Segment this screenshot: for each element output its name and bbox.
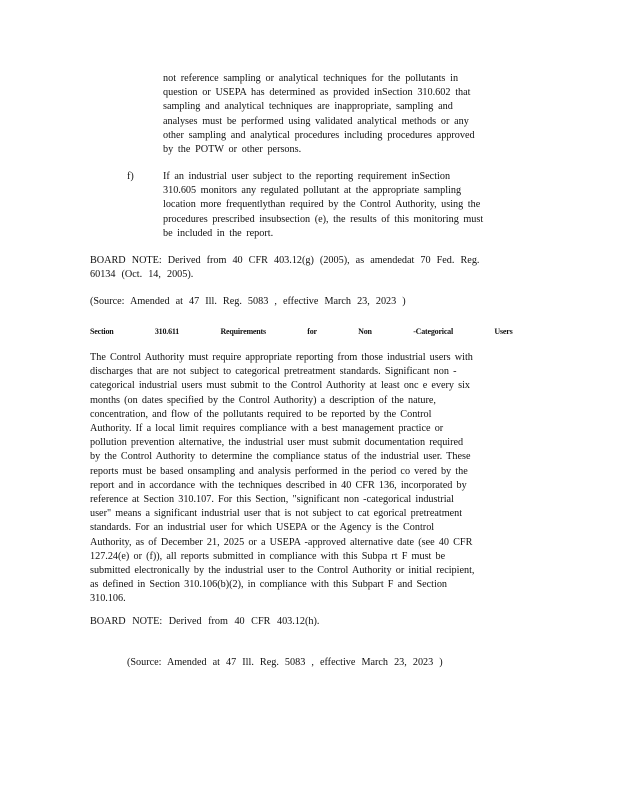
source-note-1: (Source: Amended at 47 Ill. Reg. 5083 , effective March 23, 2023 ): [90, 296, 406, 307]
board-note-2: BOARD NOTE: Derived from 40 CFR 403.12(h).: [90, 616, 320, 627]
item-f-label: f): [127, 171, 134, 182]
section-heading: Section 310.611 Requirements for Non -Categorical Users: [90, 327, 513, 336]
paragraph-e-continuation: not reference sampling or analytical techniques for the pollutants in question or USEPA has determined as provided inSection 310.602 that sampling and analytical techniques are inappropriate, sampling and analyses must be performed using validated analytical methods or any other sampling and analytical procedures including procedures approved by the POTW or other persons.: [163, 73, 475, 156]
source-note-2: (Source: Amended at 47 Ill. Reg. 5083 , effective March 23, 2023 ): [127, 657, 443, 668]
section-body: The Control Authority must require appropriate reporting from those industrial users with discharges that are not subject to categorical pretreatment standards. Significant non - categorical industrial users must submit to the Control Authority at least onc e every six months (on dates specified by the Control Authority) a description of the nature, concentration, and flow of the pollutants required to be reported by the Control Authority. If a local limit requires compliance with a best management practice or pollution prevention alternative, the industrial user must submit documentation required by the Control Authority to determine the compliance status of the industrial user. These reports must be based onsampling and analysis performed in the period co vered by the report and in accordance with the techniques described in 40 CFR 136, incorporated by reference at Section 310.107. For this Section, "significant non -categorical industrial user" means a significant industrial user that is not subject to cat egorical pretreatment standards. For an industrial user for which USEPA or the Agency is the Control Authority, as of December 21, 2025 or a USEPA -approved alternative date (see 40 CFR 127.24(e) or (f)), all reports submitted in compliance with this Subpa rt F must be submitted electronically by the industrial user to the Control Authority or initial recipient, as defined in Section 310.106(b)(2), in compliance with this Subpart F and Section 310.106.: [90, 352, 475, 605]
item-f-text: If an industrial user subject to the reporting requirement inSection 310.605 monitors any regulated pollutant at the appropriate sampling location more frequentlythan required by the Control Authority, using the procedures prescribed insubsection (e), the results of this monitoring must be included in the report.: [163, 171, 484, 239]
board-note-1: BOARD NOTE: Derived from 40 CFR 403.12(g) (2005), as amendedat 70 Fed. Reg. 60134 (Oct. 14, 2005).: [90, 255, 480, 281]
